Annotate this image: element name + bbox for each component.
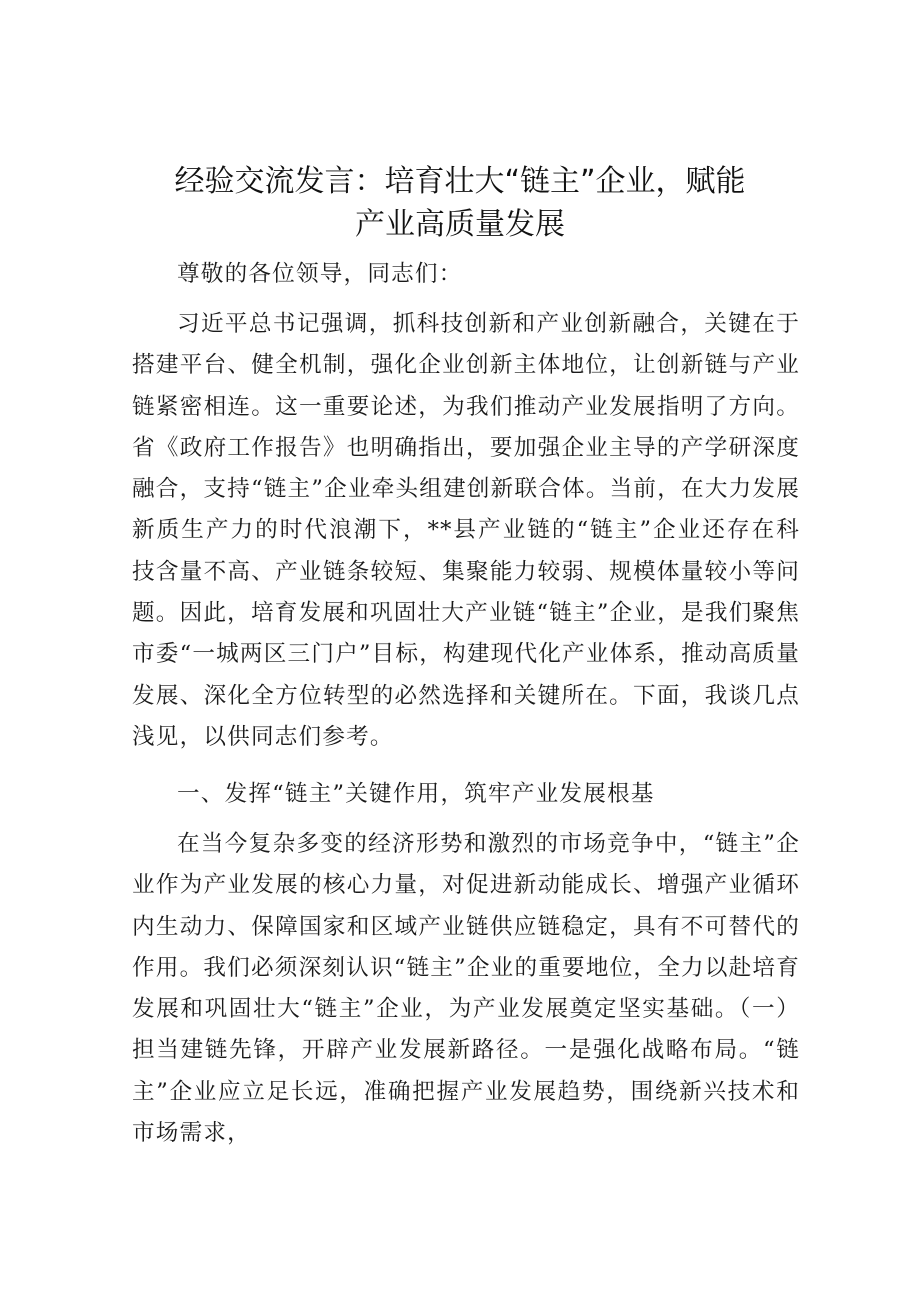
paragraph-section-1: 在当今复杂多变的经济形势和激烈的市场竞争中，“链主”企业作为产业发展的核心力量，对促进新动能成长、增强产业循环内生动力、保障国家和区域产业链供应链稳定，具有不可替代的作用。我们必须深刻认识“链主”企业的重要地位，全力以赴培育发展和巩固壮大“链主”企业，为产业发展奠定坚实基础。（一）担当建链先锋，开辟产业发展新路径。一是强化战略布局。“链主”企业应立足长远，准确把握产业发展趋势，围绕新兴技术和市场需求， <box>132 831 800 1147</box>
section-heading-1: 一、发挥“链主”关键作用，筑牢产业发展根基 <box>177 781 655 807</box>
paragraph-intro: 习近平总书记强调，抓科技创新和产业创新融合，关键在于搭建平台、健全机制，强化企业创新主体地位，让创新链与产业链紧密相连。这一重要论述，为我们推动产业发展指明了方向。省《政府工作报告》也明确指出，要加强企业主导的产学研深度融合，支持“链主”企业牵头组建创新联合体。当前，在大力发展新质生产力的时代浪潮下，**县产业链的“链主”企业还存在科技含量不高、产业链条较短、集聚能力较弱、规模体量较小等问题。因此，培育发展和巩固壮大产业链“链主”企业，是我们聚焦市委“一城两区三门户”目标，构建现代化产业体系，推动高质量发展、深化全方位转型的必然选择和关键所在。下面，我谈几点浅见，以供同志们参考。 <box>132 311 800 750</box>
title-line-2: 产业高质量发展 <box>355 207 565 242</box>
document-title <box>132 160 788 246</box>
title-line-1: 经验交流发言：培育壮大“链主”企业，赋能 <box>174 164 746 199</box>
salutation: 尊敬的各位领导，同志们： <box>177 261 463 287</box>
